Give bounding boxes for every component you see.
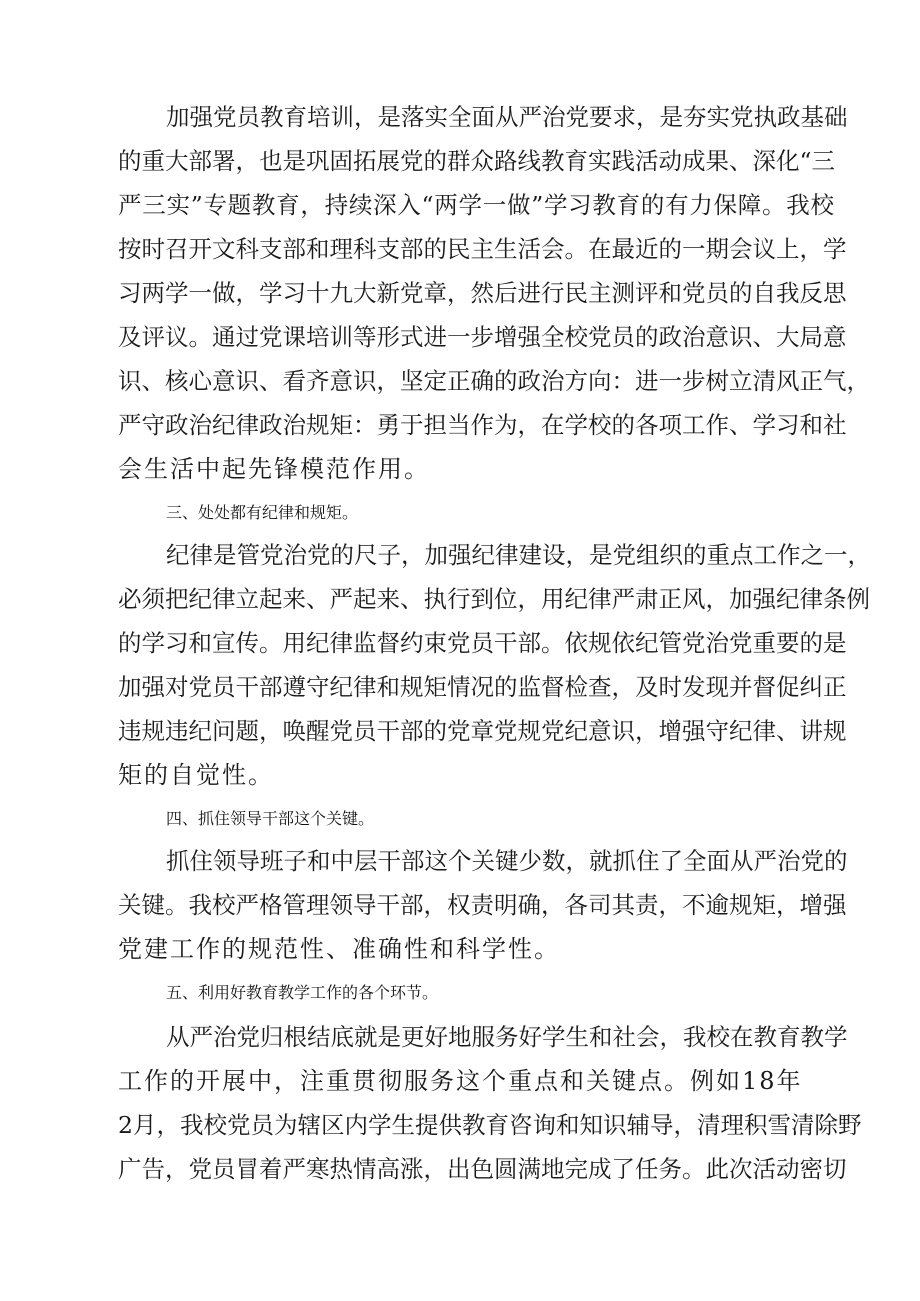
- paragraph-3-line-6: 矩的自觉性。: [118, 761, 274, 789]
- paragraph-5-line-2: 工作的开展中，注重贯彻服务这个重点和关键点。例如18年: [118, 1067, 803, 1095]
- paragraph-1-line-1: 加强党员教育培训，是落实全面从严治党要求，是夯实党执政基础: [166, 103, 848, 131]
- paragraph-5-line-3: 2月，我校党员为辖区内学生提供教育咨询和知识辅导，清理积雪清除野: [118, 1111, 862, 1139]
- paragraph-1-line-8: 严守政治纪律政治规矩：勇于担当作为，在学校的各项工作、学习和社: [118, 411, 847, 439]
- paragraph-4-line-2: 关键。我校严格管理领导干部，权责明确，各司其责，不逾规矩，增强: [118, 891, 847, 919]
- paragraph-1-line-2: 的重大部署，也是巩固拓展党的群众路线教育实践活动成果、深化“三: [118, 147, 836, 175]
- paragraph-4-line-1: 抓住领导班子和中层干部这个关键少数，就抓住了全面从严治党的: [166, 847, 848, 875]
- paragraph-5-line-4: 广告，党员冒着严寒热情高涨，出色圆满地完成了任务。此次活动密切: [118, 1155, 847, 1183]
- section-heading-3: 三、处处都有纪律和规矩。: [166, 503, 359, 522]
- paragraph-3-line-4: 加强对党员干部遵守纪律和规矩情况的监督检查，及时发现并督促纠正: [118, 673, 847, 701]
- paragraph-5-line-1: 从严治党归根结底就是更好地服务好学生和社会，我校在教育教学: [166, 1023, 848, 1051]
- paragraph-1-line-6: 及评议。通过党课培训等形式进一步增强全校党员的政治意识、大局意: [118, 323, 847, 351]
- paragraph-3-line-2: 必须把纪律立起来、严起来、执行到位，用纪律严肃正风，加强纪律条例: [118, 585, 870, 613]
- paragraph-1-line-7: 识、核心意识、看齐意识，坚定正确的政治方向：进一步树立清风正气，: [118, 367, 870, 395]
- section-heading-5: 五、利用好教育教学工作的各个环节。: [166, 983, 439, 1002]
- paragraph-3-line-3: 的学习和宣传。用纪律监督约束党员干部。依规依纪管党治党重要的是: [118, 629, 847, 657]
- paragraph-1-line-4: 按时召开文科支部和理科支部的民主生活会。在最近的一期会议上，学: [118, 235, 847, 263]
- paragraph-1-line-3: 严三实”专题教育，持续深入“两学一做”学习教育的有力保障。我校: [118, 191, 834, 219]
- paragraph-1-line-9: 会生活中起先锋模范作用。: [118, 455, 430, 483]
- paragraph-1-line-5: 习两学一做，学习十九大新党章，然后进行民主测评和党员的自我反思: [118, 279, 847, 307]
- paragraph-3-line-1: 纪律是管党治党的尺子，加强纪律建设，是党组织的重点工作之一，: [166, 541, 871, 569]
- paragraph-3-line-5: 违规违纪问题，唤醒党员干部的党章党规党纪意识，增强守纪律、讲规: [118, 717, 847, 745]
- paragraph-4-line-3: 党建工作的规范性、准确性和科学性。: [118, 935, 560, 963]
- section-heading-4: 四、抓住领导干部这个关键。: [166, 809, 375, 828]
